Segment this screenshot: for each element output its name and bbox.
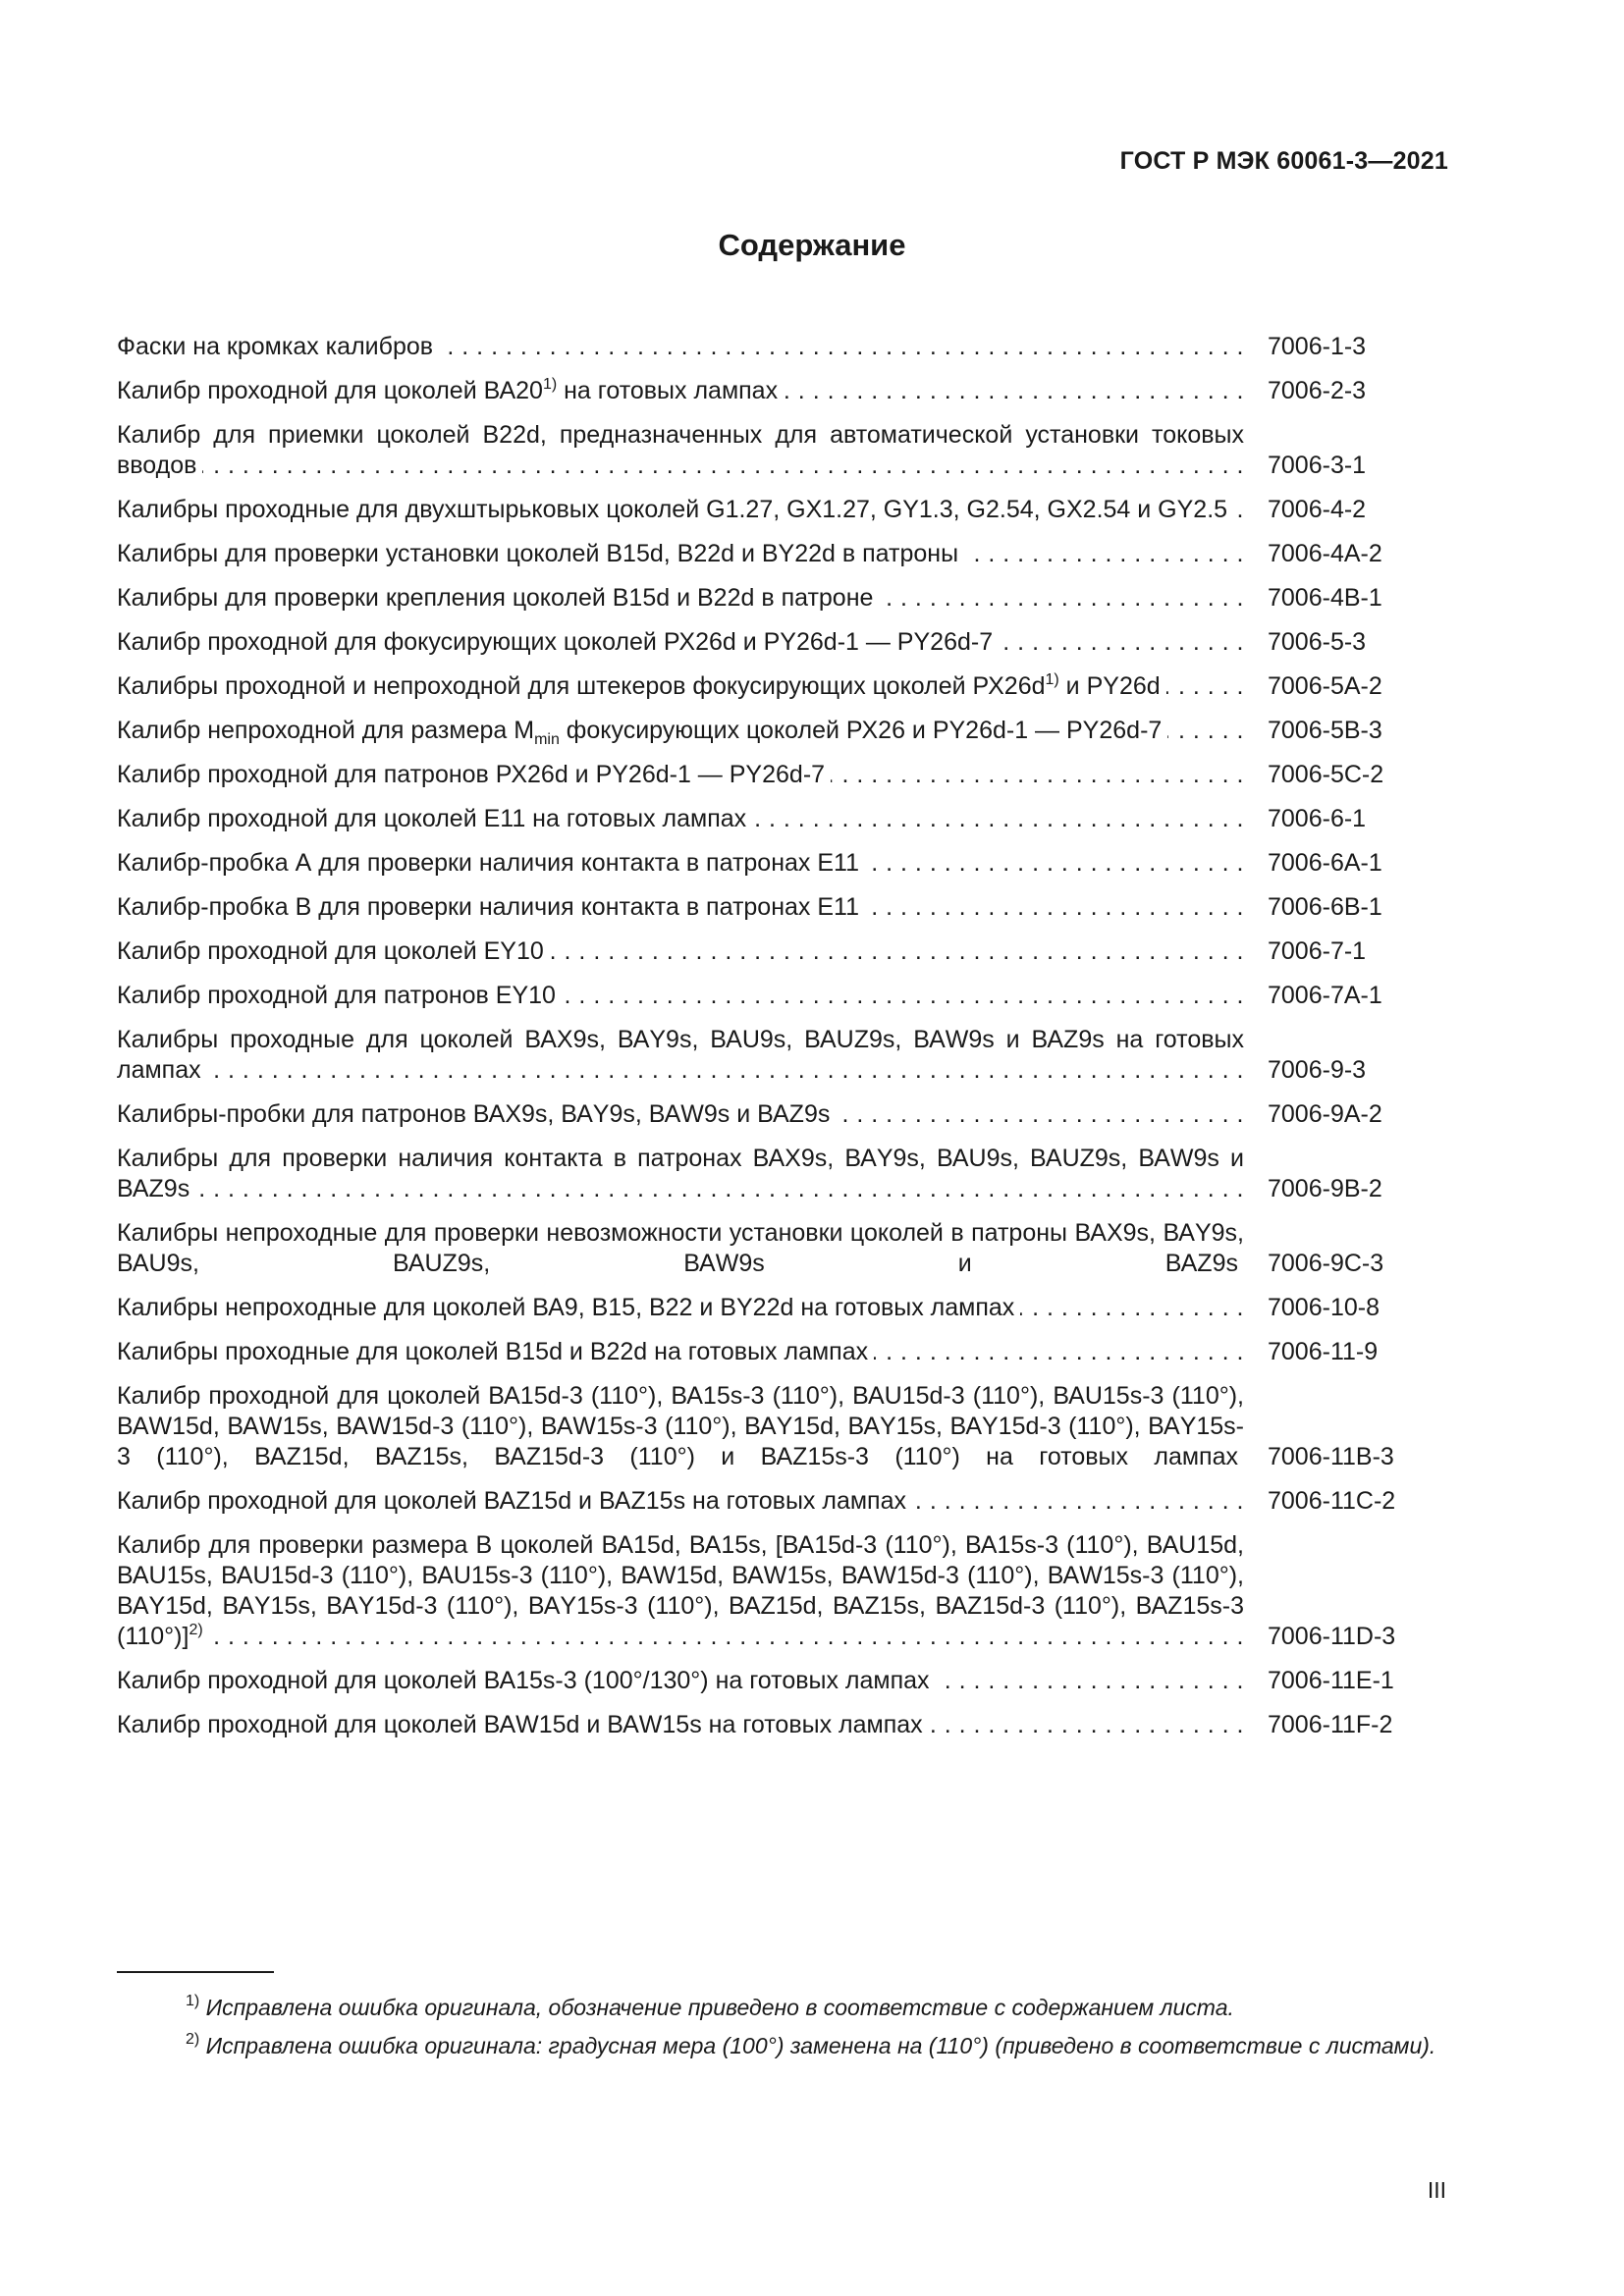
toc-entry[interactable] [117,420,1413,481]
toc-entry-title: Калибр для проверки размера В цоколей ВА15d, ВА15s, [ВА15d-3 (110°), ВА15s-3 (110°), ВАU15d, ВАU15s, ВАU15d-3 (110°), ВАU15s-3 (110°), ВАW15d, ВАW15s, ВАW15d-3 (110°), ВАW15s-3 (110°), ВАY15d, ВАY15s, ВАY15d-3 (110°), ВАY15s-3 (110°), ВАZ15d, ВАZ15s, ВАZ15d-3 (110°), ВАZ15s-3 (110°)]$^{2)}$ . . . [117,1530,1244,1652]
toc-entry[interactable] [117,804,1413,834]
toc-entry-title: Калибр проходной для цоколей ЕY10 . . . [117,936,1244,967]
toc-entry-page: 7006-11B-3 [1268,1443,1394,1470]
table-of-contents [117,332,1413,1754]
toc-entry[interactable] [117,1666,1413,1696]
toc-entry-page: 7006-11C-2 [1268,1487,1396,1515]
toc-entry-title: Калибры для проверки наличия контакта в патронах ВАХ9s, ВАY9s, ВАU9s, ВАUZ9s, ВАW9s и ВАZ9s . . . [117,1144,1244,1204]
toc-entry-title: Калибр проходной для патронов ЕY10 . . . [117,981,1244,1011]
toc-entry-page: 7006-5A-2 [1268,672,1382,700]
toc-entry-title: Калибр проходной для цоколей ВА15s-3 (100°/130°) на готовых лампах . . . [117,1666,1244,1696]
toc-entry-page: 7006-1-3 [1268,333,1367,360]
toc-entry-title: Калибр проходной для цоколей ВАW15d и ВАW15s на готовых лампах . . . [117,1710,1244,1740]
toc-entry-title: Калибры непроходные для цоколей ВА9, В15, В22 и ВY22d на готовых лампах . . . [117,1293,1244,1323]
page-title: Содержание [718,228,906,262]
toc-entry-title: Калибры-пробки для патронов ВАХ9s, ВАY9s, ВАW9s и ВАZ9s . . . [117,1099,1244,1130]
toc-entry-title: Калибр проходной для цоколей ВА15d-3 (110°), ВА15s-3 (110°), ВАU15d-3 (110°), ВАU15s-3 (110°), ВАW15d, ВАW15s, ВАW15d-3 (110°), ВАW15s-3 (110°), ВАY15d, ВАY15s, ВАY15d-3 (110°), ВАY15s-3 (110°), ВАZ15d, ВАZ15s, ВАZ15d-3 (110°) и ВАZ15s-3 (110°) на готовых лампах . . . [117,1381,1244,1472]
toc-entry[interactable] [117,1710,1413,1740]
toc-entry[interactable] [117,1099,1413,1130]
toc-entry[interactable] [117,1218,1413,1279]
toc-entry[interactable] [117,981,1413,1011]
toc-entry-page: 7006-2-3 [1268,377,1367,404]
toc-entry[interactable] [117,760,1413,790]
document-code: ГОСТ Р МЭК 60061-3—2021 [1119,147,1448,175]
footnotes [117,1993,1448,2069]
toc-entry-title: Калибр проходной для фокусирующих цоколей РХ26d и РY26d-1 — РY26d-7 . . . [117,627,1244,658]
toc-entry-title: Калибры проходной и непроходной для штекеров фокусирующих цоколей $РХ26d^{1)}$ и РY26d . . . [117,671,1244,702]
toc-entry[interactable] [117,376,1413,406]
toc-entry-page: 7006-9-3 [1268,1056,1367,1084]
footnote-divider [117,1971,274,1973]
toc-entry[interactable] [117,1025,1413,1086]
toc-entry-page: 7006-5-3 [1268,628,1367,656]
toc-entry-title: Калибры проходные для цоколей В15d и В22d на готовых лампах . . . [117,1337,1244,1367]
toc-entry-title: Калибры непроходные для проверки невозможности установки цоколей в патроны ВАХ9s, ВАY9s, ВАU9s, ВАUZ9s, ВАW9s и ВАZ9s . . . [117,1218,1244,1279]
toc-entry-page: 7006-9A-2 [1268,1100,1382,1128]
footnote-ref: 1) [1045,671,1059,688]
toc-entry-title: Калибр проходной для патронов РХ26d и РY26d-1 — РY26d-7 . . . [117,760,1244,790]
toc-entry-page: 7006-3-1 [1268,452,1367,479]
toc-entry-title: Калибры для проверки установки цоколей В15d, В22d и ВY22d в патроны . . . [117,539,1244,569]
toc-entry-title: Фаски на кромках калибров . . . [117,332,1244,362]
toc-entry[interactable] [117,936,1413,967]
toc-entry-page: 7006-6-1 [1268,805,1367,832]
toc-entry[interactable] [117,1486,1413,1517]
toc-entry[interactable] [117,1381,1413,1472]
toc-entry[interactable] [117,495,1413,525]
toc-entry-title: Калибр проходной для цоколей ВАZ15d и ВАZ15s на готовых лампах . . . [117,1486,1244,1517]
toc-entry-page: 7006-4B-1 [1268,584,1382,612]
toc-entry-page: 7006-5C-2 [1268,761,1384,788]
toc-entry-page: 7006-11-9 [1268,1338,1379,1365]
toc-entry[interactable] [117,539,1413,569]
toc-entry-title: Калибр непроходной для размера $М_{min}$ фокусирующих цоколей РХ26 и РY26d-1 — РY26d-7 . . . [117,716,1244,746]
toc-entry-title: Калибр проходной для цоколей ВА20$^{1)}$ на готовых лампах . . . [117,376,1244,406]
page-number: III [1427,2177,1446,2203]
toc-entry-page: 7006-11E-1 [1268,1667,1394,1694]
toc-entry[interactable] [117,848,1413,879]
footnote: $^{1)}$ Исправлена ошибка оригинала, обозначение приведено в соответствие с содержанием листа. [186,1993,1234,2020]
toc-entry[interactable] [117,627,1413,658]
toc-entry[interactable] [117,332,1413,362]
toc-entry[interactable] [117,1293,1413,1323]
toc-entry-page: 7006-6A-1 [1268,849,1382,877]
toc-entry-title: Калибры проходные для цоколей ВАХ9s, ВАY9s, ВАU9s, ВАUZ9s, ВАW9s и ВАZ9s на готовых лампах . . . [117,1025,1244,1086]
toc-entry-title: Калибр проходной для цоколей Е11 на готовых лампах . . . [117,804,1244,834]
footnote-ref: 1) [542,376,558,393]
toc-entry[interactable] [117,1337,1413,1367]
toc-entry-page: 7006-11D-3 [1268,1623,1396,1650]
toc-entry-page: 7006-11F-2 [1268,1711,1393,1738]
toc-entry[interactable] [117,892,1413,923]
toc-entry-title: Калибр-пробка А для проверки наличия контакта в патронах Е11 . . . [117,848,1244,879]
toc-entry-title: Калибры для проверки крепления цоколей В15d и В22d в патроне . . . [117,583,1244,614]
toc-entry-page: 7006-4-2 [1268,496,1367,523]
toc-entry[interactable] [117,1530,1413,1652]
toc-entry-title: Калибр-пробка В для проверки наличия контакта в патронах Е11 . . . [117,892,1244,923]
toc-entry[interactable] [117,583,1413,614]
footnote-ref: 2) [189,1622,203,1638]
toc-entry-title: Калибр для приемки цоколей В22d, предназначенных для автоматической установки токовых вводов . . . [117,420,1244,481]
toc-entry-page: 7006-9B-2 [1268,1175,1382,1202]
footnote: $^{2)}$ Исправлена ошибка оригинала: градусная мера (100°) заменена на (110°) (приведено в соответствие с листами). [186,2031,1436,2058]
toc-entry[interactable] [117,671,1413,702]
toc-entry-page: 7006-7A-1 [1268,982,1382,1009]
toc-entry-page: 7006-10-8 [1268,1294,1380,1321]
toc-entry-page: 7006-4A-2 [1268,540,1382,567]
toc-entry-title: Калибры проходные для двухштырьковых цоколей G1.27, GX1.27, GY1.3, G2.54, GX2.54 и GY2.5 . . . [117,495,1244,525]
toc-entry[interactable] [117,1144,1413,1204]
toc-entry-page: 7006-5B-3 [1268,717,1382,744]
toc-entry-page: 7006-6B-1 [1268,893,1382,921]
toc-entry[interactable] [117,716,1413,746]
toc-entry-page: 7006-9C-3 [1268,1250,1384,1277]
toc-entry-page: 7006-7-1 [1268,937,1367,965]
